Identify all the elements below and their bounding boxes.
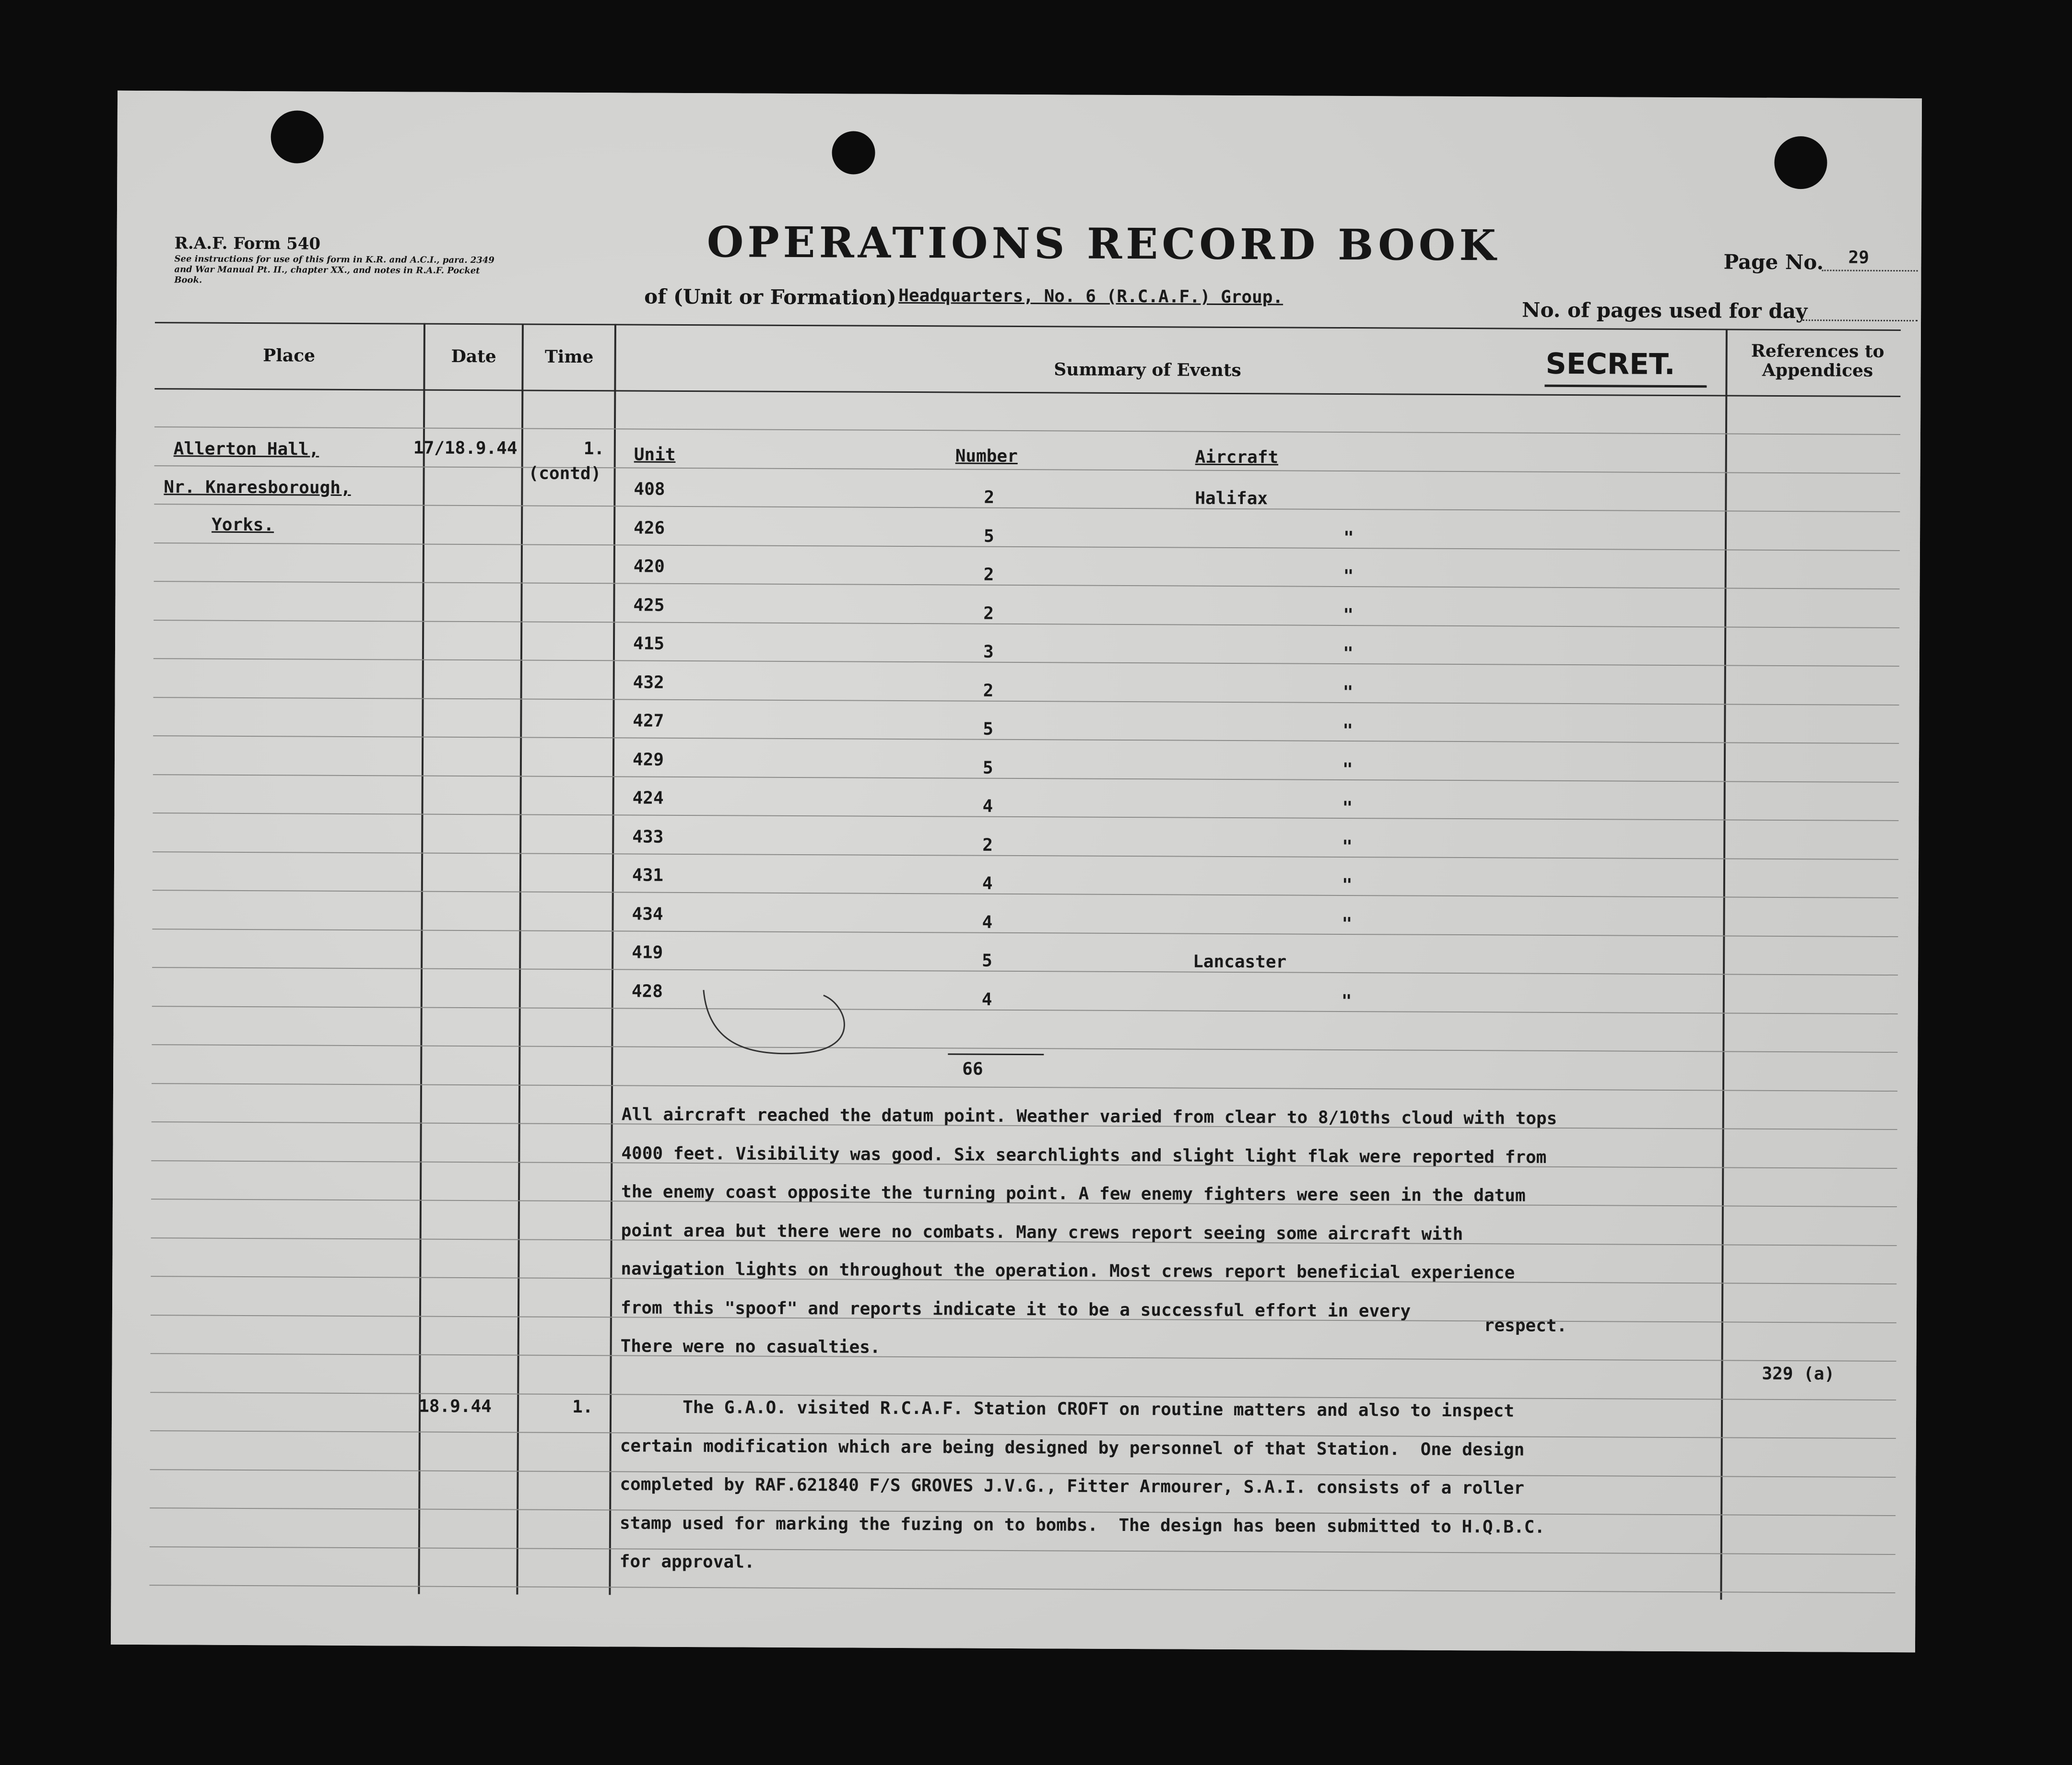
narrative-1-line: the enemy coast opposite the turning point. A few enemy fighters were seen in the datum <box>621 1182 1526 1206</box>
aircraft-cell: " <box>1343 528 1354 548</box>
aircraft-cell: " <box>1342 836 1353 857</box>
unit-value: Headquarters, No. 6 (R.C.A.F.) Group. <box>898 285 1283 307</box>
secret-underline <box>1544 385 1707 388</box>
narrative-1-line: 4000 feet. Visibility was good. Six searchlights and slight light flak were reported from <box>621 1143 1547 1167</box>
pencil-mark <box>689 985 891 1082</box>
entry1-time: 1. <box>583 439 605 459</box>
aircraft-cell: " <box>1342 914 1353 934</box>
column-header-place: Place <box>263 345 316 366</box>
form-number: R.A.F. Form 540 <box>174 234 321 254</box>
aircraft-cell: " <box>1342 798 1353 818</box>
unit-cell: 428 <box>631 981 663 1001</box>
unit-cell: 425 <box>633 595 665 615</box>
ruled-line <box>151 1353 1896 1362</box>
table-top-border <box>155 322 1901 331</box>
aircraft-cell: " <box>1342 643 1354 664</box>
aircraft-cell: Lancaster <box>1193 952 1287 972</box>
number-cell: 5 <box>982 758 993 778</box>
unit-cell: 424 <box>632 788 664 808</box>
unit-cell: 426 <box>634 518 665 538</box>
aircraft-cell: " <box>1342 875 1353 895</box>
number-cell: 3 <box>983 642 994 662</box>
narrative-1-line: All aircraft reached the datum point. Weather varied from clear to 8/10ths cloud with tops <box>621 1105 1557 1129</box>
entry2-time: 1. <box>572 1397 593 1417</box>
unit-cell: 429 <box>632 750 664 770</box>
ruled-line <box>149 1585 1895 1593</box>
page-number-line <box>1822 270 1918 271</box>
pages-used-label: No. of pages used for day <box>1522 298 1808 323</box>
narrative-1-line: navigation lights on throughout the operation. Most crews report beneficial experience <box>621 1259 1515 1283</box>
unit-cell: 432 <box>633 672 664 693</box>
narrative-2-line: completed by RAF.621840 F/S GROVES J.V.G., Fitter Armourer, S.A.I. consists of a roller <box>620 1474 1525 1498</box>
column-header-separator <box>154 388 1900 397</box>
narrative-1-respect: respect. <box>1483 1316 1567 1336</box>
punch-hole-center <box>832 131 875 174</box>
number-total: 66 <box>962 1059 983 1079</box>
aircraft-cell: " <box>1341 991 1352 1011</box>
ruled-line <box>153 697 1899 706</box>
aircraft-cell: Halifax <box>1195 488 1268 509</box>
narrative-1-line: point area but there were no combats. Many crews report seeing some aircraft with <box>621 1220 1463 1244</box>
narrative-2-line: certain modification which are being designed by personnel of that Station. One design <box>620 1436 1525 1460</box>
aircraft-cell: " <box>1342 759 1353 779</box>
unit-cell: 420 <box>633 556 665 577</box>
ruled-line <box>154 542 1900 551</box>
punch-hole-left <box>271 110 323 163</box>
number-cell: 4 <box>982 912 993 932</box>
ruled-line <box>152 1083 1897 1092</box>
narrative-2-line: stamp used for marking the fuzing on to bombs. The design has been submitted to H.Q.B.C. <box>619 1513 1545 1537</box>
number-cell: 2 <box>983 681 994 701</box>
ruled-line <box>154 465 1900 474</box>
ruled-line <box>153 735 1899 744</box>
number-cell: 5 <box>983 526 994 546</box>
ruled-line <box>153 658 1899 667</box>
ruled-line <box>152 967 1898 976</box>
aircraft-cell: " <box>1343 566 1354 587</box>
ruled-line <box>152 1006 1898 1014</box>
ruled-line <box>153 620 1899 628</box>
ruled-line <box>152 1044 1897 1053</box>
number-cell: 4 <box>981 989 992 1010</box>
unit-cell: 408 <box>634 479 665 499</box>
number-cell: 2 <box>983 603 994 624</box>
column-header-summary: Summary of Events <box>1054 359 1241 381</box>
entry1-place-line3: Yorks. <box>212 515 274 535</box>
unit-cell: 433 <box>632 827 664 847</box>
narrative-2-line: for approval. <box>619 1552 755 1572</box>
ruled-line <box>153 812 1899 821</box>
narrative-1-line: There were no casualties. <box>620 1336 881 1357</box>
unit-cell: 431 <box>632 865 664 885</box>
aircraft-cell: " <box>1343 605 1354 625</box>
ruled-line <box>153 851 1898 860</box>
aircraft-cell: " <box>1342 720 1354 741</box>
number-cell: 4 <box>982 873 993 894</box>
entry1-time-contd: (contd) <box>528 463 601 484</box>
ruled-line <box>154 426 1900 435</box>
ruled-line <box>152 929 1898 937</box>
number-cell: 2 <box>983 565 994 585</box>
column-header-time: Time <box>544 346 594 367</box>
number-cell: 2 <box>982 835 993 855</box>
unit-cell: 434 <box>632 904 663 924</box>
entry1-date: 17/18.9.44 <box>413 438 518 459</box>
aircraft-header: Aircraft <box>1195 447 1279 468</box>
number-cell: 4 <box>982 796 993 816</box>
number-cell: 2 <box>984 487 995 507</box>
unit-cell: 427 <box>633 711 664 731</box>
form-instructions: See instructions for use of this form in K.R. and A.C.I., para. 2349 and War Manual Pt. II., chapter XX., and notes in R.A.F. Pocket Book. <box>174 254 494 285</box>
secret-stamp: SECRET. <box>1545 347 1675 381</box>
column-header-references: References to Appendices <box>1751 341 1884 381</box>
number-cell: 5 <box>983 719 994 739</box>
number-header: Number <box>955 446 1018 467</box>
number-total-rule <box>948 1053 1044 1055</box>
ruled-line <box>154 504 1900 512</box>
appendix-reference: 329 (a) <box>1762 1364 1835 1384</box>
punch-hole-right <box>1774 136 1827 189</box>
number-cell: 5 <box>982 951 992 971</box>
page-number-label: Page No. <box>1723 250 1824 274</box>
page-title: OPERATIONS RECORD BOOK <box>706 217 1500 271</box>
entry1-place-line2: Nr. Knaresborough, <box>164 477 351 498</box>
narrative-2-line: The G.A.O. visited R.C.A.F. Station CROFT on routine matters and also to inspect <box>620 1397 1515 1421</box>
ruled-line <box>150 1546 1895 1555</box>
unit-cell: 419 <box>632 942 663 963</box>
unit-header: Unit <box>634 445 676 465</box>
ruled-line <box>153 890 1898 898</box>
pages-used-line <box>1802 319 1918 321</box>
form-sheet <box>111 91 1922 1652</box>
entry2-date: 18.9.44 <box>419 1396 492 1417</box>
aircraft-cell: " <box>1342 682 1354 702</box>
ruled-line <box>153 774 1899 783</box>
unit-cell: 415 <box>633 634 665 654</box>
col-separator-time <box>609 324 616 1595</box>
unit-label: of (Unit or Formation) <box>644 284 896 309</box>
col-separator-date <box>516 323 524 1594</box>
narrative-1-line: from this "spoof" and reports indicate it to be a successful effort in every <box>620 1297 1411 1321</box>
col-separator-references <box>1720 329 1728 1600</box>
page-number-value: 29 <box>1848 247 1870 268</box>
column-header-date: Date <box>451 346 496 367</box>
ruled-lines <box>118 91 1922 98</box>
ruled-line <box>154 581 1900 589</box>
entry1-place-line1: Allerton Hall, <box>173 439 319 459</box>
